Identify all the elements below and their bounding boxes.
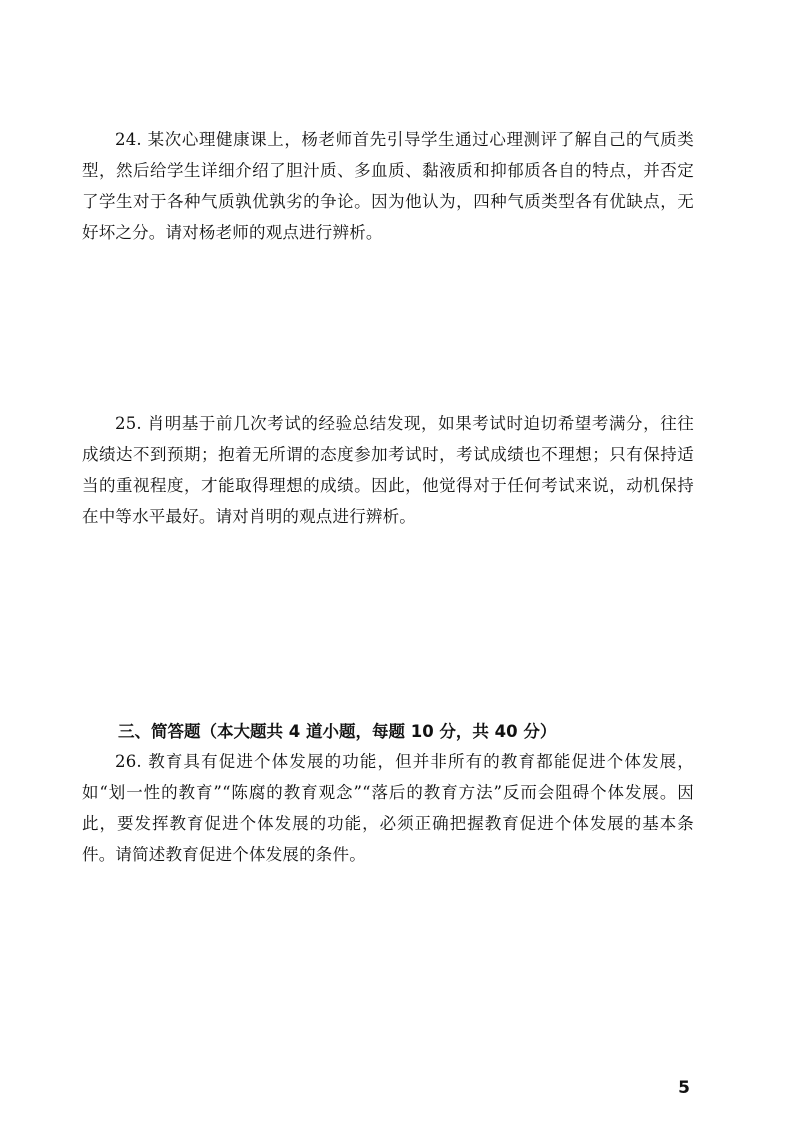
question-24: 24. 某次心理健康课上，杨老师首先引导学生通过心理测评了解自己的气质类型，然后给学生详细介绍了胆汁质、多血质、黏液质和抑郁质各自的特点，并否定了学生对于各种气质孰优孰劣的争论。因为他认为，四种气质类型各有优缺点，无好坏之分。请对杨老师的观点进行辨析。: [82, 130, 694, 242]
section-heading-short-answer: 三、简答题（本大题共 4 道小题，每题 10 分，共 40 分）: [118, 722, 557, 741]
question-25: 25. 肖明基于前几次考试的经验总结发现，如果考试时迫切希望考满分，往往成绩达不到预期；抱着无所谓的态度参加考试时，考试成绩也不理想；只有保持适当的重视程度，才能取得理想的成绩。因此，他觉得对于任何考试来说，动机保持在中等水平最好。请对肖明的观点进行辨析。: [82, 414, 694, 526]
page-number: 5: [678, 1078, 690, 1098]
question-26: 26. 教育具有促进个体发展的功能，但并非所有的教育都能促进个体发展，如“划一性的教育”“陈腐的教育观念”“落后的教育方法”反而会阻碍个体发展。因此，要发挥教育促进个体发展的功能，必须正确把握教育促进个体发展的基本条件。请简述教育促进个体发展的条件。: [82, 752, 694, 864]
